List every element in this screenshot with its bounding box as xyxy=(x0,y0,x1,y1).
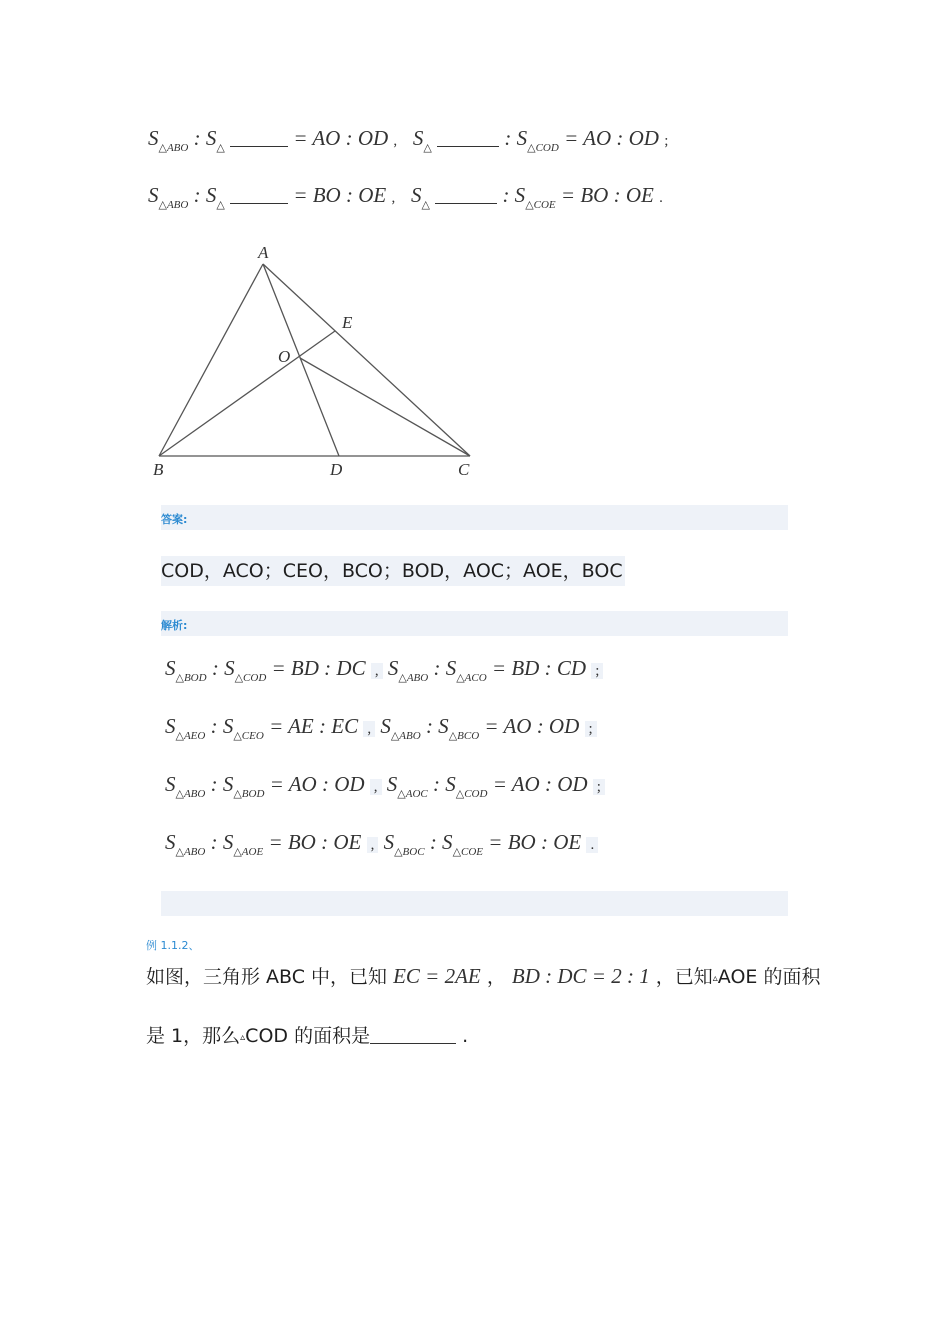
formula-subscript: △AOC xyxy=(397,788,428,800)
question-formula: BD : DC = 2 : 1 xyxy=(511,964,650,988)
formula-equality: = BO : OE xyxy=(293,183,387,207)
edge-ab xyxy=(159,264,263,456)
formula-subscript: △ABO xyxy=(398,672,429,684)
formula-equality: = BO : OE xyxy=(560,183,654,207)
label-o: O xyxy=(278,347,291,366)
formula-subscript: △BOC xyxy=(394,846,425,858)
formula-comma: , xyxy=(391,190,396,206)
formula-subscript: △ACO xyxy=(456,672,487,684)
formula-equality: = AO : OD xyxy=(484,714,580,738)
formula-equality: = BD : DC xyxy=(271,656,366,680)
formula-equality: = BD : CD xyxy=(491,656,587,680)
formula-symbol: S xyxy=(165,656,176,680)
formula-symbol: S xyxy=(383,830,395,854)
formula-equality: = AO : OD xyxy=(269,772,365,796)
formula-colon: : S xyxy=(211,656,235,680)
question-separator: ， xyxy=(486,966,506,988)
question-line-1 xyxy=(146,962,820,989)
formula-subscript: △CEO xyxy=(233,730,264,742)
question-text: 是 1，那么 xyxy=(146,1025,241,1047)
formula-comma: , xyxy=(363,721,375,737)
formula-subscript: △BOD xyxy=(175,672,207,684)
formula-subscript: △ xyxy=(421,199,430,211)
formula-symbol: S xyxy=(410,183,422,207)
formula-subscript: △COD xyxy=(527,142,559,154)
question-text: AOE 的面积 xyxy=(717,966,821,988)
formula-colon: : S xyxy=(425,714,449,738)
formula-comma: , xyxy=(370,779,382,795)
question-formula: EC = 2AE xyxy=(393,964,481,988)
formula-colon: : S xyxy=(502,183,526,207)
question-line-2 xyxy=(146,1021,468,1048)
formula-colon: : S xyxy=(433,772,456,796)
formula-subscript: △BCO xyxy=(448,730,480,742)
segment-ad xyxy=(263,264,339,456)
formula-subscript: △COE xyxy=(452,846,484,858)
formula-end-punct: ; xyxy=(591,663,603,679)
example-label: 例 1.1.2、 xyxy=(146,939,200,952)
triangle-figure xyxy=(140,238,490,483)
formula-end-punct: ; xyxy=(593,779,605,795)
formula-equality: = AO : OD xyxy=(564,126,659,150)
label-e: E xyxy=(342,313,353,332)
formula-subscript: △COD xyxy=(455,788,488,800)
question-end-punct: . xyxy=(462,1025,469,1047)
formula-subscript: △AEO xyxy=(175,730,206,742)
formula-symbol: S xyxy=(387,656,399,680)
formula-colon: : S xyxy=(433,656,457,680)
formula-symbol: S xyxy=(148,183,159,207)
analysis-footer-band xyxy=(161,891,788,916)
formula-comma: , xyxy=(393,133,398,149)
formula-colon: : S xyxy=(504,126,528,150)
formula-comma: , xyxy=(367,837,379,853)
formula-line-1 xyxy=(148,126,668,154)
formula-subscript: △ xyxy=(216,199,225,211)
formula-equality: = AE : EC xyxy=(269,714,359,738)
formula-equality: = AO : OD xyxy=(492,772,588,796)
analysis-label: 解析: xyxy=(161,619,188,632)
question-text: 如图，三角形 ABC 中，已知 xyxy=(146,966,388,988)
formula-colon: : S xyxy=(193,126,217,150)
formula-end-punct: ; xyxy=(664,133,669,149)
fill-blank[interactable] xyxy=(435,187,497,204)
formula-subscript: △AOE xyxy=(233,846,264,858)
analysis-row-2 xyxy=(165,714,597,742)
analysis-row-1 xyxy=(165,656,603,684)
formula-subscript: △COD xyxy=(234,672,267,684)
formula-subscript: △ABO xyxy=(390,730,421,742)
formula-symbol: S xyxy=(412,126,424,150)
question-text: COD 的面积是 xyxy=(245,1025,371,1047)
formula-colon: : S xyxy=(210,714,234,738)
fill-blank[interactable] xyxy=(230,130,288,147)
formula-subscript: △BOD xyxy=(233,788,265,800)
question-text: ，已知 xyxy=(655,966,713,988)
label-c: C xyxy=(458,460,470,479)
formula-symbol: S xyxy=(165,714,176,738)
formula-subscript: △ABO xyxy=(158,199,189,211)
formula-colon: : S xyxy=(210,830,234,854)
analysis-header-band xyxy=(161,611,788,636)
formula-symbol: S xyxy=(380,714,391,738)
formula-symbol: S xyxy=(386,772,398,796)
analysis-row-4 xyxy=(165,830,598,858)
triangle-icon: ▵ xyxy=(240,1032,246,1043)
segment-be xyxy=(159,331,335,456)
formula-symbol: S xyxy=(148,126,159,150)
formula-subscript: △ xyxy=(216,142,225,154)
formula-comma: , xyxy=(371,663,383,679)
formula-end-punct: . xyxy=(659,190,663,206)
formula-subscript: △ABO xyxy=(158,142,189,154)
label-b: B xyxy=(153,460,164,479)
formula-symbol: S xyxy=(165,772,176,796)
segment-oc xyxy=(300,358,470,456)
fill-blank[interactable] xyxy=(437,130,499,147)
formula-end-punct: . xyxy=(586,837,598,853)
formula-colon: : S xyxy=(210,772,234,796)
answer-blank[interactable] xyxy=(370,1025,456,1044)
answer-label: 答案: xyxy=(161,513,188,526)
formula-end-punct: ; xyxy=(585,721,597,737)
formula-equality: = BO : OE xyxy=(488,830,582,854)
formula-subscript: △ABO xyxy=(175,788,206,800)
formula-equality: = AO : OD xyxy=(293,126,389,150)
fill-blank[interactable] xyxy=(230,187,288,204)
formula-symbol: S xyxy=(165,830,176,854)
formula-colon: : S xyxy=(193,183,217,207)
triangle-icon: ▵ xyxy=(712,973,718,984)
formula-line-2 xyxy=(148,183,663,211)
formula-equality: = BO : OE xyxy=(268,830,362,854)
formula-colon: : S xyxy=(429,830,453,854)
answer-text: COD，ACO；CEO，BCO；BOD，AOC；AOE，BOC xyxy=(161,556,625,586)
answer-header-band xyxy=(161,505,788,530)
formula-subscript: △COE xyxy=(525,199,556,211)
formula-subscript: △ABO xyxy=(175,846,206,858)
formula-subscript: △ xyxy=(423,142,432,154)
label-d: D xyxy=(330,460,343,479)
label-a: A xyxy=(258,243,269,262)
analysis-row-3 xyxy=(165,772,605,800)
